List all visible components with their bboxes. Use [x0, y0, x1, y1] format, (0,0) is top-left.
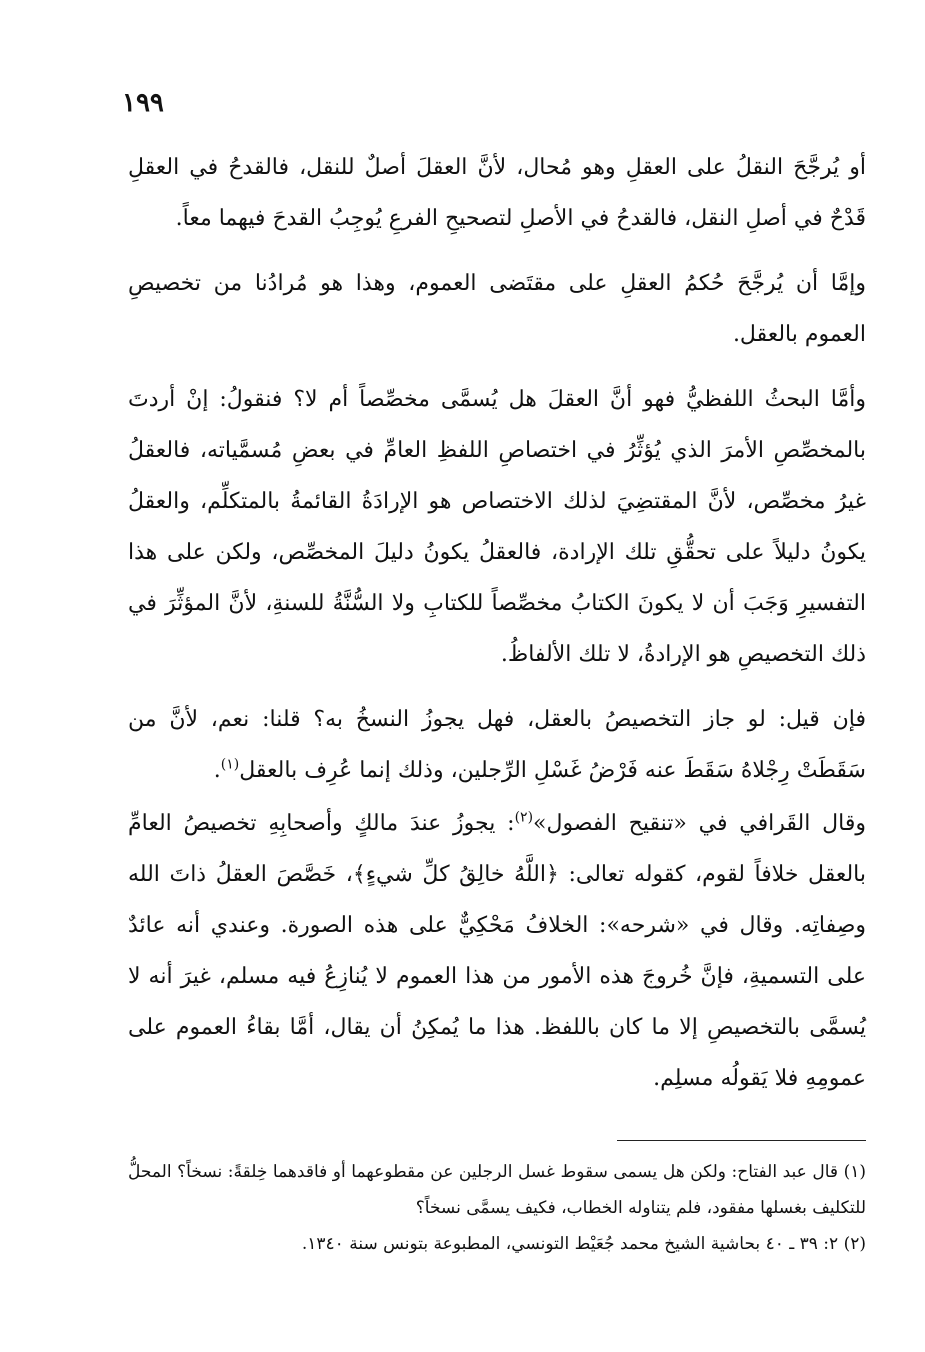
paragraph-5-rest: : يجوزُ عندَ مالكٍ وأصحابِهِ تخصيصُ العامِّ بالعقل خلافاً لقوم، كقوله تعالى: ﴿اللَّهُ خالِقُ كلِّ شيءٍ﴾، خَصَّصَ العقلُ ذاتَ الله وصِفاتِه. وقال في «شرحه»: الخلافُ مَحْكِيٌّ على هذه الصورة. وعندي أنه عائدٌ على التسميةِ، فإنَّ خُروجَ هذه الأمور من هذا العموم لا يُنازِعُ فيه مسلم، غيرَ أنه لا يُسمَّى بالتخصيصِ إلا ما كان باللفظ. هذا ما يُمكِنُ أن يقال، أمَّا بقاءُ العموم على عمومِهِ فلا يَقولُه مسلِم.	[128, 811, 866, 1091]
paragraph-2: وإمَّا أن يُرجَّحَ حُكمُ العقلِ على مقتَضى العموم، وهذا هو مُرادُنا من تخصيصِ العموم بالعقل.	[128, 271, 866, 347]
footnote-mark-1: (١)	[220, 756, 240, 773]
paragraph-1: أو يُرجَّحَ النقلُ على العقلِ وهو مُحال، لأنَّ العقلَ أصلٌ للنقل، فالقدحُ في العقلِ قَدْحٌ في أصلِ النقل، فالقدحُ في الأصلِ لتصحيحِ الفرعِ يُوجِبُ القدحَ فيهما معاً.	[128, 155, 866, 231]
paragraph-3: وأمَّا البحثُ اللفظيُّ فهو أنَّ العقلَ هل يُسمَّى مخصِّصاً أم لا؟ فنقولُ: إنْ أردتَ بالمخصِّصِ الأمرَ الذي يُؤثِّرُ في اختصاصِ اللفظِ العامِّ في بعضِ مُسمَّياته، فالعقلُ غيرُ مخصِّص، لأنَّ المقتضِيَ لذلك الاختصاص هو الإرادَةُ القائمةُ بالمتكلِّم، والعقلُ يكونُ دليلاً على تحقُّقِ تلك الإرادة، فالعقلُ يكونُ دليلَ المخصِّص، ولكن على هذا التفسيرِ وَجَبَ أن لا يكونَ الكتابُ مخصِّصاً للكتابِ ولا السُّنَّةُ للسنةِ، لأنَّ المؤثِّرَ في ذلك التخصيصِ هو الإرادةُ، لا تلك الألفاظُ.	[128, 387, 866, 667]
paragraph-4-end: .	[213, 758, 221, 783]
paragraph-5	[128, 798, 866, 1104]
footnote-mark-2: (٢)	[514, 809, 534, 826]
page-number: ١٩٩	[122, 88, 164, 118]
body-text	[128, 142, 866, 1104]
footnote-1: (١) قال عبد الفتاح: ولكن هل يسمى سقوط غسل الرجلين عن مقطوعهما أو فاقدهما خِلقةً: نسخاً؟ المحلُّ للتكليف بغسلها مفقود، فلم يتناوله الخطاب، فكيف يسمَّى نسخاً؟	[128, 1162, 866, 1218]
footnote-2: (٢) ٢: ٣٩ ـ ٤٠ بحاشية الشيخ محمد جُعَيْط التونسي، المطبوعة بتونس سنة ١٣٤٠.	[301, 1234, 866, 1254]
footnotes	[128, 1154, 866, 1262]
paragraph-5-start: وقال القَرافي في «تنقيح الفصول»	[533, 811, 866, 836]
paragraph-4-text: فإن قيل: لو جاز التخصيصُ بالعقل، فهل يجوزُ النسخُ به؟ قلنا: نعم، لأنَّ من سَقَطَتْ رِجْلاهُ سَقَطَ عنه فَرْضُ غَسْلِ الرِّجلين، وذلك إنما عُرِف بالعقل	[128, 707, 866, 783]
paragraph-4	[128, 694, 866, 796]
footnote-separator	[617, 1140, 866, 1141]
